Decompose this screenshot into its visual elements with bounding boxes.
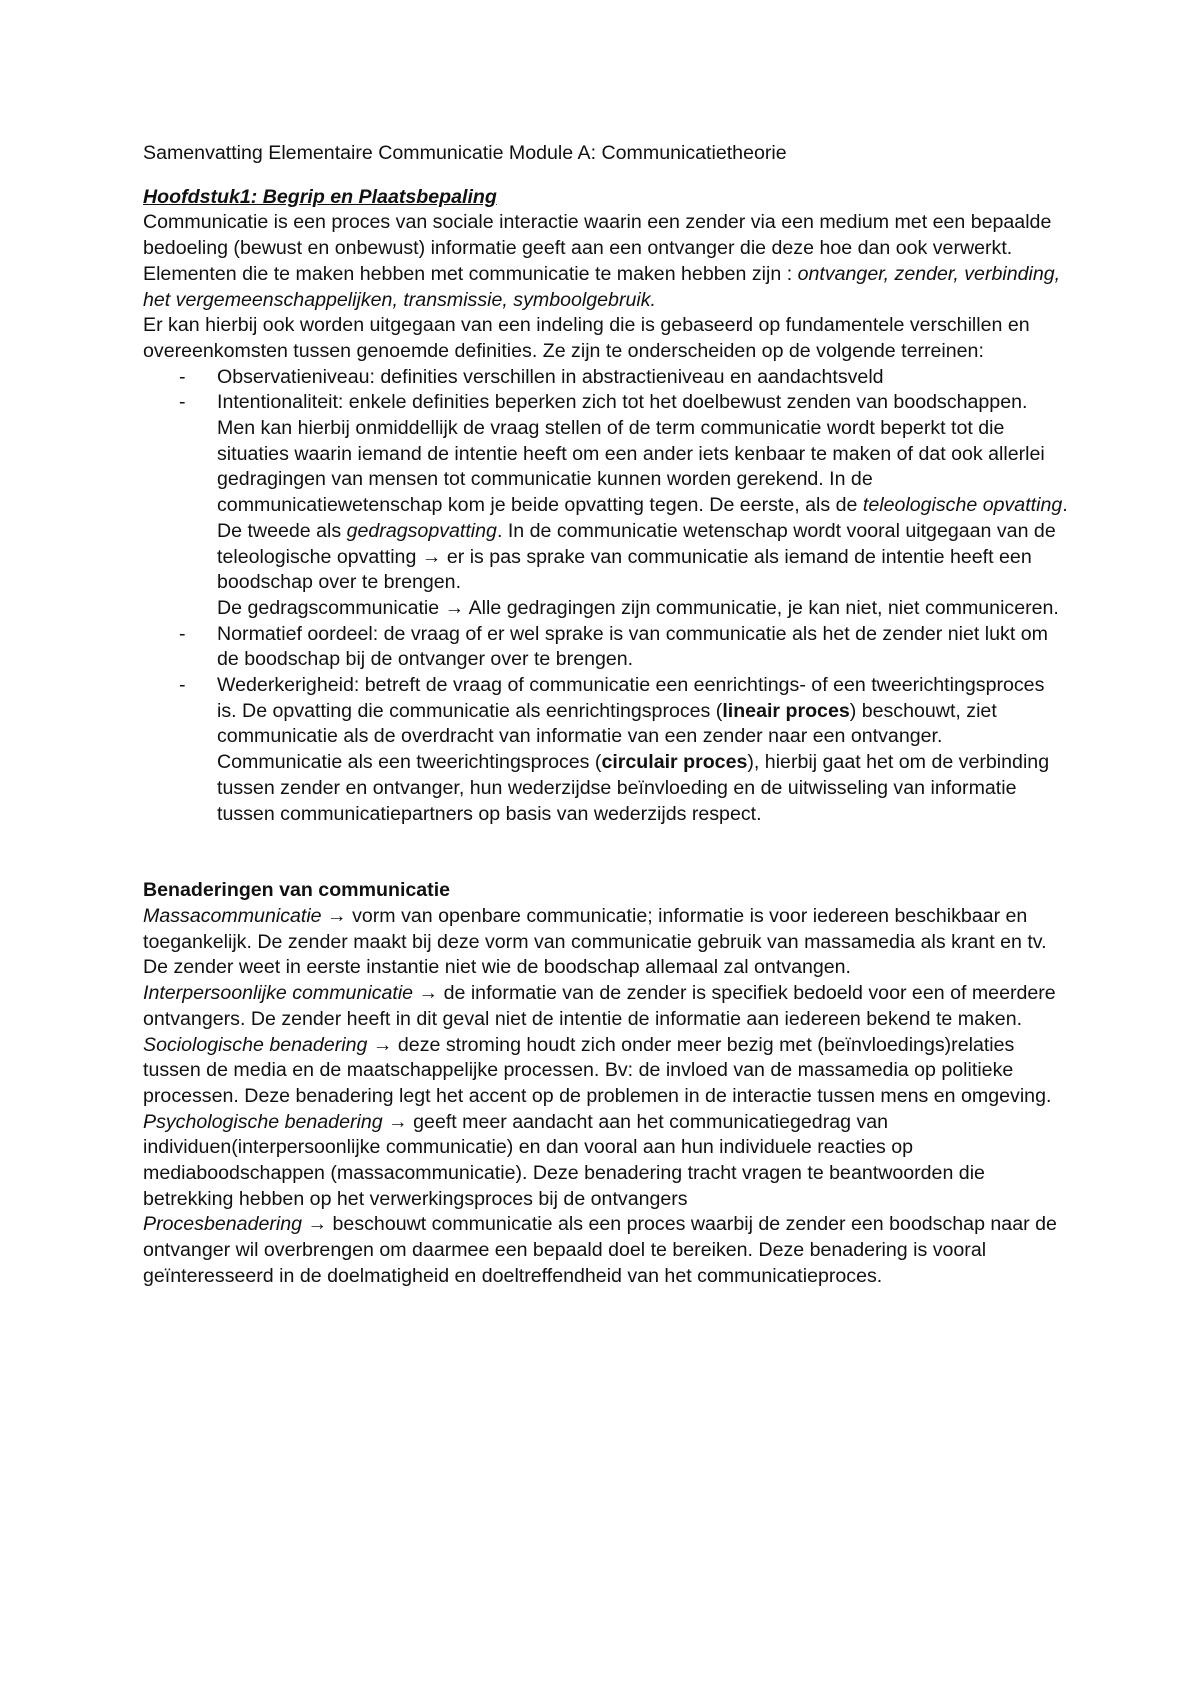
wederkerigheid-text (217, 673, 1068, 827)
wederkerigheid-part-3: ), hierbij gaat het om de verbinding tussen zender en ontvanger, hun wederzijdse beïnvloeding en de uitwisseling van informatie tussen communicatiepartners op basis van wederzijds respect. (217, 751, 1050, 825)
gedragscommunicatie-text (217, 596, 1068, 622)
observatie-text: Observatieniveau: definities verschillen in abstractieniveau en aandachtsveld (217, 365, 884, 388)
psychologische-text: geeft meer aandacht aan het communicatiegedrag van individuen(interpersoonlijke communicatie) en dan vooral aan hun individuele reacties op mediaboodschappen (massacommunicatie). Deze benadering tracht vragen te beantwoorden die betrekking hebben op het verwerkingsproces bij de ontvangers (143, 1110, 985, 1210)
dash-bullet: - (179, 391, 186, 414)
normatief-text: Normatief oordeel: de vraag of er wel sprake is van communicatie als het de zender niet lukt om de boodschap bij de ontvanger over te brengen. (217, 622, 1048, 671)
gedragscommunicatie-lead: De gedragscommunicatie (217, 596, 445, 619)
sociologische-text: deze stroming houdt zich onder meer bezig met (beïnvloedings)relaties tussen de media en de maatschappelijke processen. Bv: de invloed van de massamedia op politieke processen. Deze benadering legt het accent op de problemen in de interactie tussen mens en omgeving. (143, 1033, 1052, 1107)
list-item-intentionaliteit (143, 390, 1068, 621)
arrow-right-icon: → (421, 545, 442, 568)
procesbenadering-paragraph (143, 1212, 1068, 1289)
dash-bullet: - (179, 622, 186, 645)
wederkerigheid-part-1: Wederkerigheid: betreft de vraag of communicatie een eenrichtings- of een tweerichtingsproces is. De opvatting die communicatie als eenrichtingsproces ( (217, 674, 1045, 722)
arrow-right-icon: → (388, 1110, 408, 1133)
intentionaliteit-part-3: . In de communicatie wetenschap wordt vooral uitgegaan van de teleologische opvatting (217, 519, 1056, 568)
chapter-heading: Hoofdstuk1: Begrip en Plaatsbepaling (143, 185, 497, 208)
procesbenadering-text: beschouwt communicatie als een proces waarbij de zender een boodschap naar de ontvanger wil overbrengen om daarmee een bepaald doel te bereiken. Deze benadering is vooral geïnteresseerd in de doelmatigheid en doeltreffendheid van het communicatieproces. (143, 1213, 1057, 1287)
arrow-right-icon: → (327, 904, 347, 927)
gedragscommunicatie-body: Alle gedragingen zijn communicatie, je kan niet, niet communiceren. (464, 596, 1059, 619)
elements-lead: Elementen die te maken hebben met communicatie te maken hebben zijn : (143, 262, 798, 285)
arrow-right-icon: → (444, 596, 465, 619)
psychologische-paragraph (143, 1110, 1068, 1213)
intentionaliteit-part-2: . De tweede als (217, 494, 1068, 542)
sociologische-paragraph (143, 1033, 1068, 1110)
interpersoonlijke-term: Interpersoonlijke communicatie (143, 982, 414, 1005)
definition-paragraph: Communicatie is een proces van sociale interactie waarin een zender via een medium met een bepaalde bedoeling (bewust en onbewust) informatie geeft aan een ontvanger die deze hoe dan ook verwerkt. (143, 211, 1052, 260)
terrains-list (143, 365, 1068, 828)
interpersoonlijke-paragraph (143, 981, 1068, 1032)
arrow-right-icon: → (307, 1213, 328, 1236)
wederkerigheid-part-2: ) beschouwt, ziet communicatie als de overdracht van informatie van een zender naar een ontvanger. Communicatie als een tweerichtingsproces ( (217, 699, 997, 774)
arrow-right-icon: → (372, 1033, 393, 1056)
psychologische-term: Psychologische benadering (143, 1110, 383, 1133)
document-page (143, 141, 1068, 1290)
list-item-observatieniveau (143, 365, 1068, 391)
gedragsopvatting-term: gedragsopvatting (346, 519, 497, 542)
massacommunicatie-term: Massacommunicatie (143, 904, 322, 927)
massacommunicatie-text: vorm van openbare communicatie; informatie is voor iedereen beschikbaar en toegankelijk. De zender maakt bij deze vorm van communicatie gebruik van massamedia als krant en tv. De zender weet in eerste instantie niet wie de boodschap allemaal zal ontvangen. (143, 904, 1047, 979)
list-item-wederkerigheid (143, 673, 1068, 827)
arrow-right-icon: → (418, 982, 439, 1005)
approaches-heading: Benaderingen van communicatie (143, 879, 451, 902)
intentionaliteit-part-4: er is pas sprake van communicatie als iemand de intentie heeft een boodschap over te brengen. (217, 545, 1032, 594)
sociologische-term: Sociologische benadering (143, 1033, 368, 1056)
division-paragraph: Er kan hierbij ook worden uitgegaan van een indeling die is gebaseerd op fundamentele verschillen en overeenkomsten tussen genoemde definities. Ze zijn te onderscheiden op de volgende terreinen: (143, 314, 1030, 362)
procesbenadering-term: Procesbenadering (143, 1213, 303, 1236)
elements-list: ontvanger, zender, verbinding, het vergemeenschappelijken, transmissie, symboolgebruik. (143, 262, 1061, 311)
dash-bullet: - (179, 674, 186, 697)
lineair-proces-term: lineair proces (722, 699, 850, 722)
teleologische-opvatting-term: teleologische opvatting (862, 494, 1063, 517)
elements-paragraph (143, 262, 1068, 313)
list-item-normatief-oordeel (143, 622, 1068, 673)
document-title: Samenvatting Elementaire Communicatie Module A: Communicatietheorie (143, 142, 787, 164)
circulair-proces-term: circulair proces (601, 751, 748, 774)
dash-bullet: - (179, 365, 186, 388)
intentionaliteit-part-1: Intentionaliteit: enkele definities beperken zich tot het doelbewust zenden van boodschappen. Men kan hierbij onmiddellijk de vraag stellen of de term communicatie wordt beperkt tot die situaties waarin iemand de intentie heeft om een ander iets kenbaar te maken of dat ook allerlei gedragingen van mensen tot communicatie kunnen worden gerekend. In de communicatiewetenschap kom je beide opvatting tegen. De eerste, als de (217, 391, 1045, 517)
intentionaliteit-text (217, 390, 1068, 596)
section-spacer (143, 827, 1068, 878)
interpersoonlijke-text: de informatie van de zender is specifiek bedoeld voor een of meerdere ontvangers. De zender heeft in dit geval niet de intentie de informatie aan iedereen bekend te maken. (143, 982, 1056, 1030)
massacommunicatie-paragraph (143, 904, 1068, 981)
